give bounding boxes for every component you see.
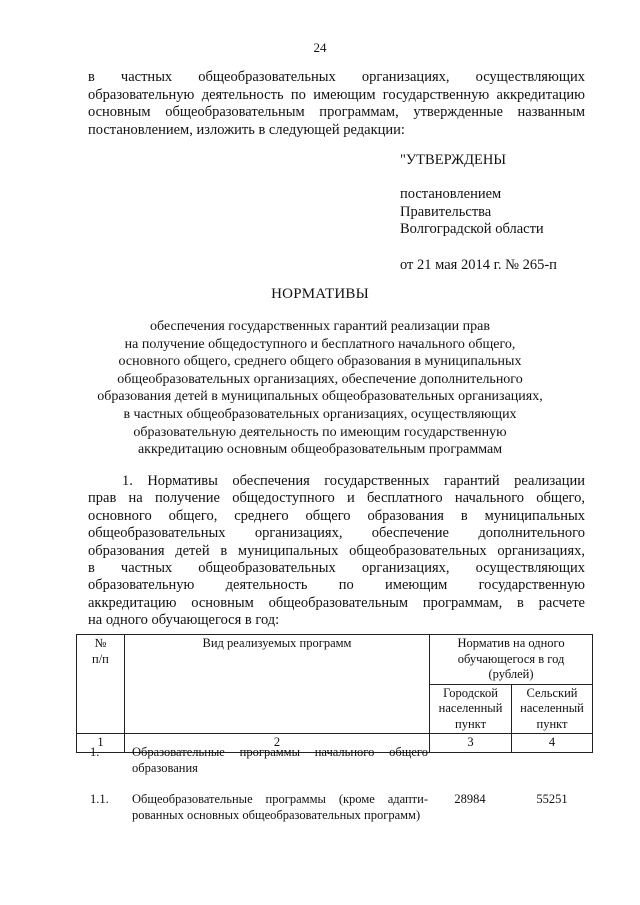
approval-line: Правительства <box>400 203 492 220</box>
page-number: 24 <box>313 40 327 55</box>
row-urban-value: 28984 <box>454 792 486 806</box>
row-number: 1. <box>90 745 100 759</box>
index-cell: 2 <box>124 734 429 753</box>
subtitle-line: обеспечения государственных гарантий реализации прав <box>150 319 490 334</box>
header-urban: Городской населенный пункт <box>430 684 512 734</box>
paragraph-line: прав на получение общедоступного и бесплатного начального общего, <box>88 490 585 507</box>
approval-date: от 21 мая 2014 г. № 265-п <box>400 257 557 273</box>
intro-line: постановлением, изложить в следующей редакции: <box>88 121 405 138</box>
subtitle-line: образования детей в муниципальных общеобразовательных организациях, <box>97 389 543 405</box>
header-program: Вид реализуемых программ <box>124 635 429 734</box>
header-number: № п/п <box>77 635 125 734</box>
index-cell: 3 <box>430 734 512 753</box>
approval-block <box>400 186 544 239</box>
paragraph-line: образовательную деятельность по имеющим государственную <box>88 577 585 594</box>
paragraph-line: аккредитацию основным общеобразовательным программам, в расчете <box>88 594 585 611</box>
row-program-name <box>132 792 428 823</box>
row-name-line: Общеобразовательные программы (кроме адапти- <box>132 792 428 806</box>
row-rural-value: 55251 <box>536 792 568 806</box>
document-title: НОРМАТИВЫ <box>271 286 369 302</box>
index-cell: 4 <box>512 734 593 753</box>
paragraph-line: в частных общеобразовательных организациях, осуществляющих <box>88 560 585 577</box>
row-name-line: образования <box>132 760 198 775</box>
approval-line: Волгоградской области <box>400 221 544 237</box>
subtitle-line: общеобразовательных организациях, обеспечение дополнительного <box>117 371 523 387</box>
paragraph-line: образования детей в муниципальных общеобразовательных организациях, <box>88 542 585 559</box>
subtitle-line: на получение общедоступного и бесплатного начального общего, <box>124 336 516 352</box>
paragraph-line: общеобразовательных организациях, обеспечение дополнительного <box>88 525 585 542</box>
intro-line: основным общеобразовательным программам, утвержденные названным <box>88 104 585 120</box>
paragraph-line: 1. Нормативы обеспечения государственных гарантий реализации <box>122 473 585 489</box>
row-name-line: Образовательные программы начального общего <box>132 745 428 759</box>
index-cell: 1 <box>77 734 125 753</box>
header-rural: Сельский населенный пункт <box>512 684 593 734</box>
approval-line: постановлением <box>400 186 502 202</box>
intro-line: образовательную деятельность по имеющим государственную аккредитацию <box>88 86 585 103</box>
subtitle-line: аккредитацию основным общеобразовательным программам <box>137 442 503 458</box>
paragraph-line: основного общего, среднего общего образования в муниципальных <box>88 507 585 524</box>
row-program-name <box>132 745 428 776</box>
subtitle-line: в частных общеобразовательных организациях, осуществляющих <box>123 406 517 422</box>
paragraph-line: на одного обучающегося в год: <box>88 612 280 629</box>
subtitle-line: основного общего, среднего общего образования в муниципальных <box>118 354 522 370</box>
norm-table <box>76 634 593 753</box>
subtitle-line: образовательную деятельность по имеющим государственную <box>133 424 507 440</box>
intro-line: в частных общеобразовательных организациях, осуществляющих <box>88 69 585 85</box>
intro-text <box>88 69 585 139</box>
paragraph-1 <box>88 473 585 630</box>
row-number: 1.1. <box>90 792 109 806</box>
row-name-line: рованных основных общеобразовательных программ) <box>132 807 421 822</box>
header-norm: Норматив на одного обучающегося в год (рублей) <box>430 635 593 685</box>
document-subtitle <box>70 318 570 459</box>
approval-title: "УТВЕРЖДЕНЫ <box>400 152 506 168</box>
